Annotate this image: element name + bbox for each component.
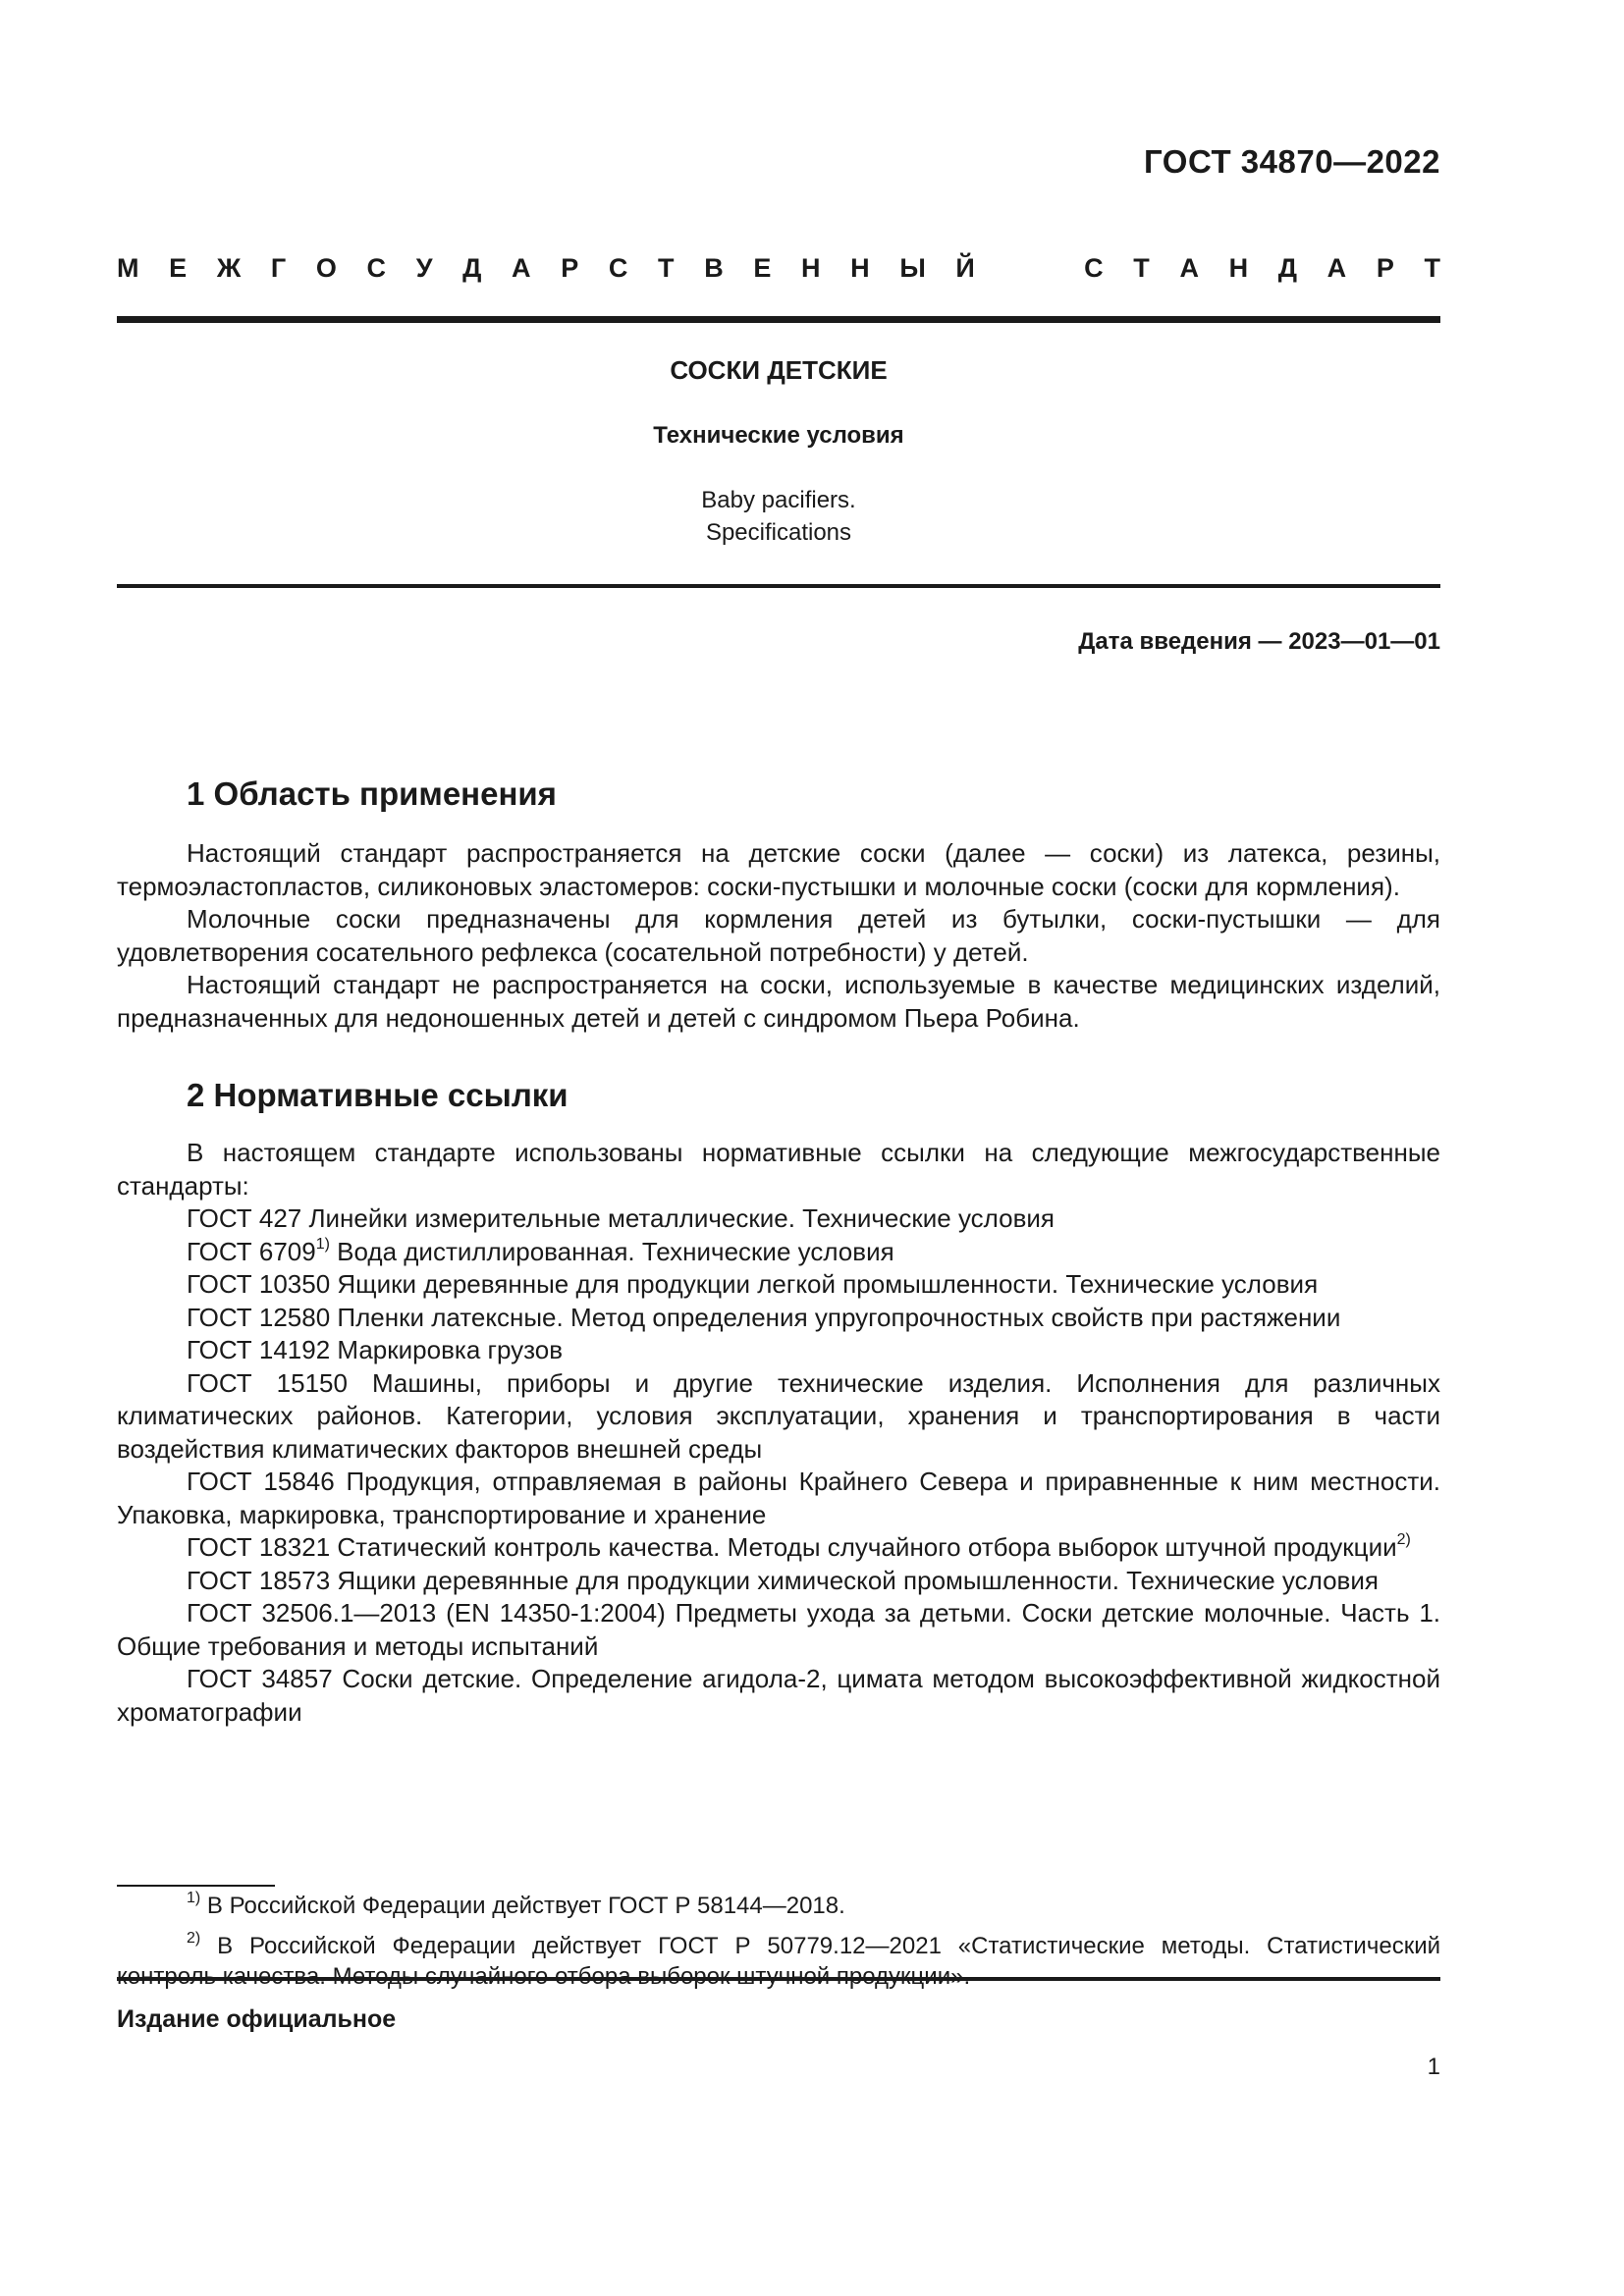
standard-kind-letter: Ж [216,253,242,283]
english-title-line-2: Specifications [705,519,852,546]
normative-reference [117,1202,1440,1236]
section-1-body [117,837,1440,1035]
reference-title: Ящики деревянные для продукции легкой промышленности. Технические условия [330,1269,1319,1299]
footnote-2 [117,1931,1440,1992]
standard-kind-letter: Ы [899,253,926,283]
section-1-heading: 1 Область применения [187,775,557,812]
reference-title: Предметы ухода за детьми. Соски детские молочные. Часть 1. Общие требования и методы испытаний [117,1598,1440,1661]
reference-code: ГОСТ 10350 [187,1269,331,1299]
standard-kind-letter: С [1084,253,1104,283]
official-edition-label: Издание официальное [117,2005,397,2033]
footnote-1 [117,1891,1440,1921]
page-number: 1 [1427,2054,1440,2080]
standard-kind-letter: Д [1277,253,1298,283]
standard-kind-letter: У [415,253,433,283]
normative-reference [117,1531,1440,1565]
standard-kind-letter: Н [850,253,870,283]
standard-kind-letter: Н [1228,253,1249,283]
standard-kind-letter: Т [658,253,675,283]
normative-reference [117,1663,1440,1729]
title-rule [117,584,1440,588]
reference-code: ГОСТ 32506.1—2013 (EN 14350-1:2004) [187,1598,666,1628]
standard-kind-letter: А [512,253,531,283]
standard-kind-letter: О [315,253,337,283]
english-title-line-1: Baby pacifiers. [701,487,856,513]
standard-kind-letter: Г [270,253,287,283]
reference-title: Соски детские. Определение агидола-2, цимата методом высокоэффективной жидкостной хроматографии [117,1664,1440,1727]
standard-kind-letter: А [1179,253,1199,283]
normative-reference-list [117,1202,1440,1729]
footnote-text: В Российской Федерации действует ГОСТ Р 58144—2018. [206,1893,845,1919]
section-2-heading: 2 Нормативные ссылки [187,1077,568,1113]
reference-code: ГОСТ 6709 [187,1236,316,1266]
footnote-text: В Российской Федерации действует ГОСТ Р 50779.12—2021 «Статистические методы. Статистический [217,1933,1440,1959]
footnote-mark: 2) [1396,1531,1411,1549]
footnote-mark: 1) [315,1235,330,1253]
normative-reference [117,1597,1440,1663]
footnote-separator [117,1885,275,1887]
header-rule [117,316,1440,323]
reference-code: ГОСТ 18321 [187,1532,331,1562]
standard-kind-letter: Д [462,253,482,283]
standard-kind-letter: В [704,253,724,283]
standard-kind-letter: Й [955,253,975,283]
reference-code: ГОСТ 34857 [187,1664,333,1693]
reference-code: ГОСТ 18573 [187,1565,331,1595]
standard-kind-letter: Е [753,253,772,283]
reference-title: Машины, приборы и другие технические изделия. Исполнения для различных климатических районов. Категории, условия эксплуатации, хранения и транспортирования в части воздействия климатических факторов внешней среды [117,1367,1440,1464]
reference-title: Ящики деревянные для продукции химической промышленности. Технические условия [330,1565,1379,1595]
footnotes [117,1891,1440,2002]
normative-reference [117,1565,1440,1598]
footnote-mark: 1) [187,1890,201,1906]
standard-kind-letter: Р [1376,253,1394,283]
standard-number: ГОСТ 34870—2022 [1144,143,1440,180]
footnote-mark: 2) [187,1930,201,1947]
reference-code: ГОСТ 12580 [187,1302,331,1332]
standard-kind-spaced [117,253,1440,284]
standard-kind-letter: Т [1133,253,1150,283]
normative-reference [117,1302,1440,1335]
reference-title: Вода дистиллированная. Технические условия [329,1236,894,1266]
reference-code: ГОСТ 15150 [187,1367,348,1398]
english-title [117,484,1440,549]
document-title: СОСКИ ДЕТСКИЕ [670,355,888,385]
reference-title: Статический контроль качества. Методы случайного отбора выборок штучной продукции [330,1532,1397,1562]
section-2-body [117,1137,1440,1729]
section-2-intro: В настоящем стандарте использованы нормативные ссылки на следующие межгосударственные стандарты: [117,1138,1440,1201]
normative-reference [117,1466,1440,1531]
standard-kind-letter: С [366,253,387,283]
reference-code: ГОСТ 427 [187,1203,302,1233]
standard-kind-letter: Р [561,253,579,283]
standard-kind-letter: С [608,253,628,283]
introduction-date: Дата введения — 2023—01—01 [1078,628,1440,655]
word-gap [1004,253,1054,284]
standard-kind-letter: Е [169,253,188,283]
normative-reference [117,1367,1440,1467]
standard-kind-letter: М [117,253,139,283]
normative-reference [117,1334,1440,1367]
reference-code: ГОСТ 15846 [187,1467,335,1496]
normative-reference [117,1268,1440,1302]
reference-title: Маркировка грузов [330,1335,564,1364]
normative-reference [117,1236,1440,1269]
section-1-paragraph: Настоящий стандарт распространяется на детские соски (далее — соски) из латекса, резины, термоэластопластов, силиконовых эластомеров: соски-пустышки и молочные соски (соски для кормления). [117,838,1440,901]
footer-rule [117,1977,1440,1981]
standard-kind-letter: Т [1424,253,1440,283]
standard-kind-letter: Н [801,253,821,283]
document-subtitle: Технические условия [653,422,904,449]
standard-kind-letter: А [1326,253,1347,283]
reference-title: Продукция, отправляемая в районы Крайнего Севера и приравненные к ним местности. Упаковка, маркировка, транспортирование и хранение [117,1467,1440,1529]
section-1-paragraph: Молочные соски предназначены для кормления детей из бутылки, соски-пустышки — для удовлетворения сосательного рефлекса (сосательной потребности) у детей. [117,904,1440,967]
reference-title: Пленки латексные. Метод определения упругопрочностных свойств при растяжении [330,1302,1341,1332]
reference-title: Линейки измерительные металлические. Технические условия [301,1203,1055,1233]
section-1-paragraph: Настоящий стандарт не распространяется на соски, используемые в качестве медицинских изделий, предназначенных для недоношенных детей и детей с синдромом Пьера Робина. [117,970,1440,1033]
reference-code: ГОСТ 14192 [187,1335,331,1364]
